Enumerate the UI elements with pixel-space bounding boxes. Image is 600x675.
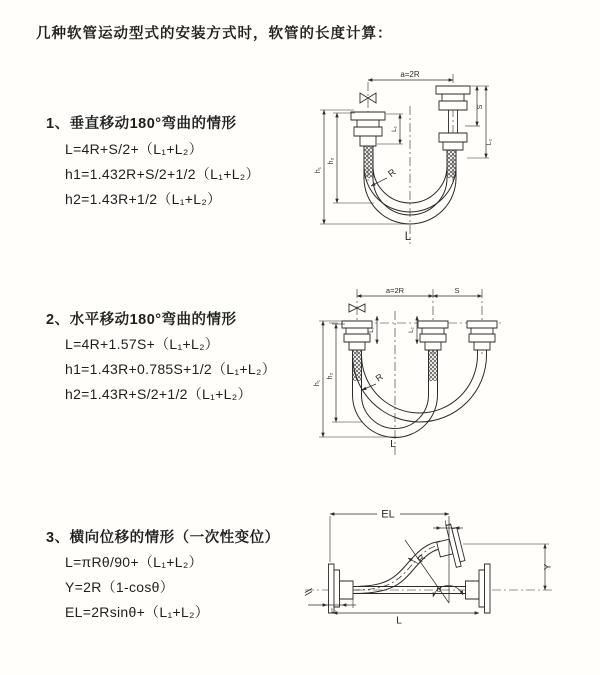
diagram-horizontal-180-bend [305,283,600,478]
middle-fitting [418,321,448,350]
left-flange [329,564,354,613]
dim-label-l1: L₁ [368,327,375,333]
length-label: L [390,438,396,450]
left-fitting [342,321,372,350]
section-3-formula-1: L=πRθ/90+（L₁+L₂） [65,554,203,570]
page-title: 几种软管运动型式的安装方式时，软管的长度计算： [36,26,393,42]
dim-label-l2: L₂ [408,327,415,333]
right-fitting [436,86,470,150]
right-flange-straight-position [466,564,491,613]
dimensions [315,70,493,243]
section-2-formula-1: L=4R+1.57S+（L₁+L₂） [65,336,220,352]
section-3-heading: 3、横向位移的情形（一次性变位） [46,530,280,546]
section-1-formula-2: h1=1.432R+S/2+1/2（L₁+L₂） [65,166,260,182]
section-2-formula-3: h2=1.43R+S/2+1/2（L₁+L₂） [65,386,252,402]
diagram-vertical-180-bend [305,66,595,260]
dim-label-a2r: a=2R [385,286,405,295]
right-fitting [467,321,497,350]
dim-label-h2: h₂ [327,372,334,380]
dimensions [314,286,482,450]
dim-label-h2: h₂ [328,157,335,165]
dim-label-el: EL [381,508,395,521]
dim-label-l2: L₂ [444,520,452,527]
dim-label-h1: h₁ [315,166,322,174]
section-1-formula-3: h2=1.43R+1/2（L₁+L₂） [65,191,222,207]
dim-label-s: S [454,286,460,295]
section-2-formula-2: h1=1.43R+0.785S+1/2（L₁+L₂） [65,361,276,377]
dim-label-h1: h₁ [314,379,321,387]
left-fitting [351,112,385,146]
dim-label-l1: L₁ [391,126,398,132]
s-curve-hose [353,541,446,594]
diagram-lateral-displacement [293,500,600,652]
dim-label-l2: L₂ [486,138,493,146]
pipe-break-mark [305,589,312,596]
dimensions [308,508,554,627]
dim-label-a2r: a=2R [400,70,420,79]
right-flange-displaced-position [433,523,466,570]
dim-label-y: Y [542,563,554,571]
radius-label: R [373,371,385,384]
hose-u-bends [353,350,487,438]
dim-label-l1: L₁ [331,607,337,615]
section-3-formula-2: Y=2R（1-cosθ） [65,579,175,595]
section-1-formula-1: L=4R+S/2+（L₁+L₂） [65,141,203,157]
section-1-heading: 1、垂直移动180°弯曲的情形 [46,116,237,132]
radius-label: R [415,552,428,565]
centerlines [368,74,453,244]
section-3-formula-3: EL=2Rsinθ+（L₁+L₂） [65,604,210,620]
length-label: L [396,614,402,627]
section-2-heading: 2、水平移动180°弯曲的情形 [46,312,237,328]
length-label: L [404,231,412,243]
radius-label: R [386,166,399,180]
angle-label-theta: θ [436,584,442,594]
dim-label-s: S [477,104,484,110]
